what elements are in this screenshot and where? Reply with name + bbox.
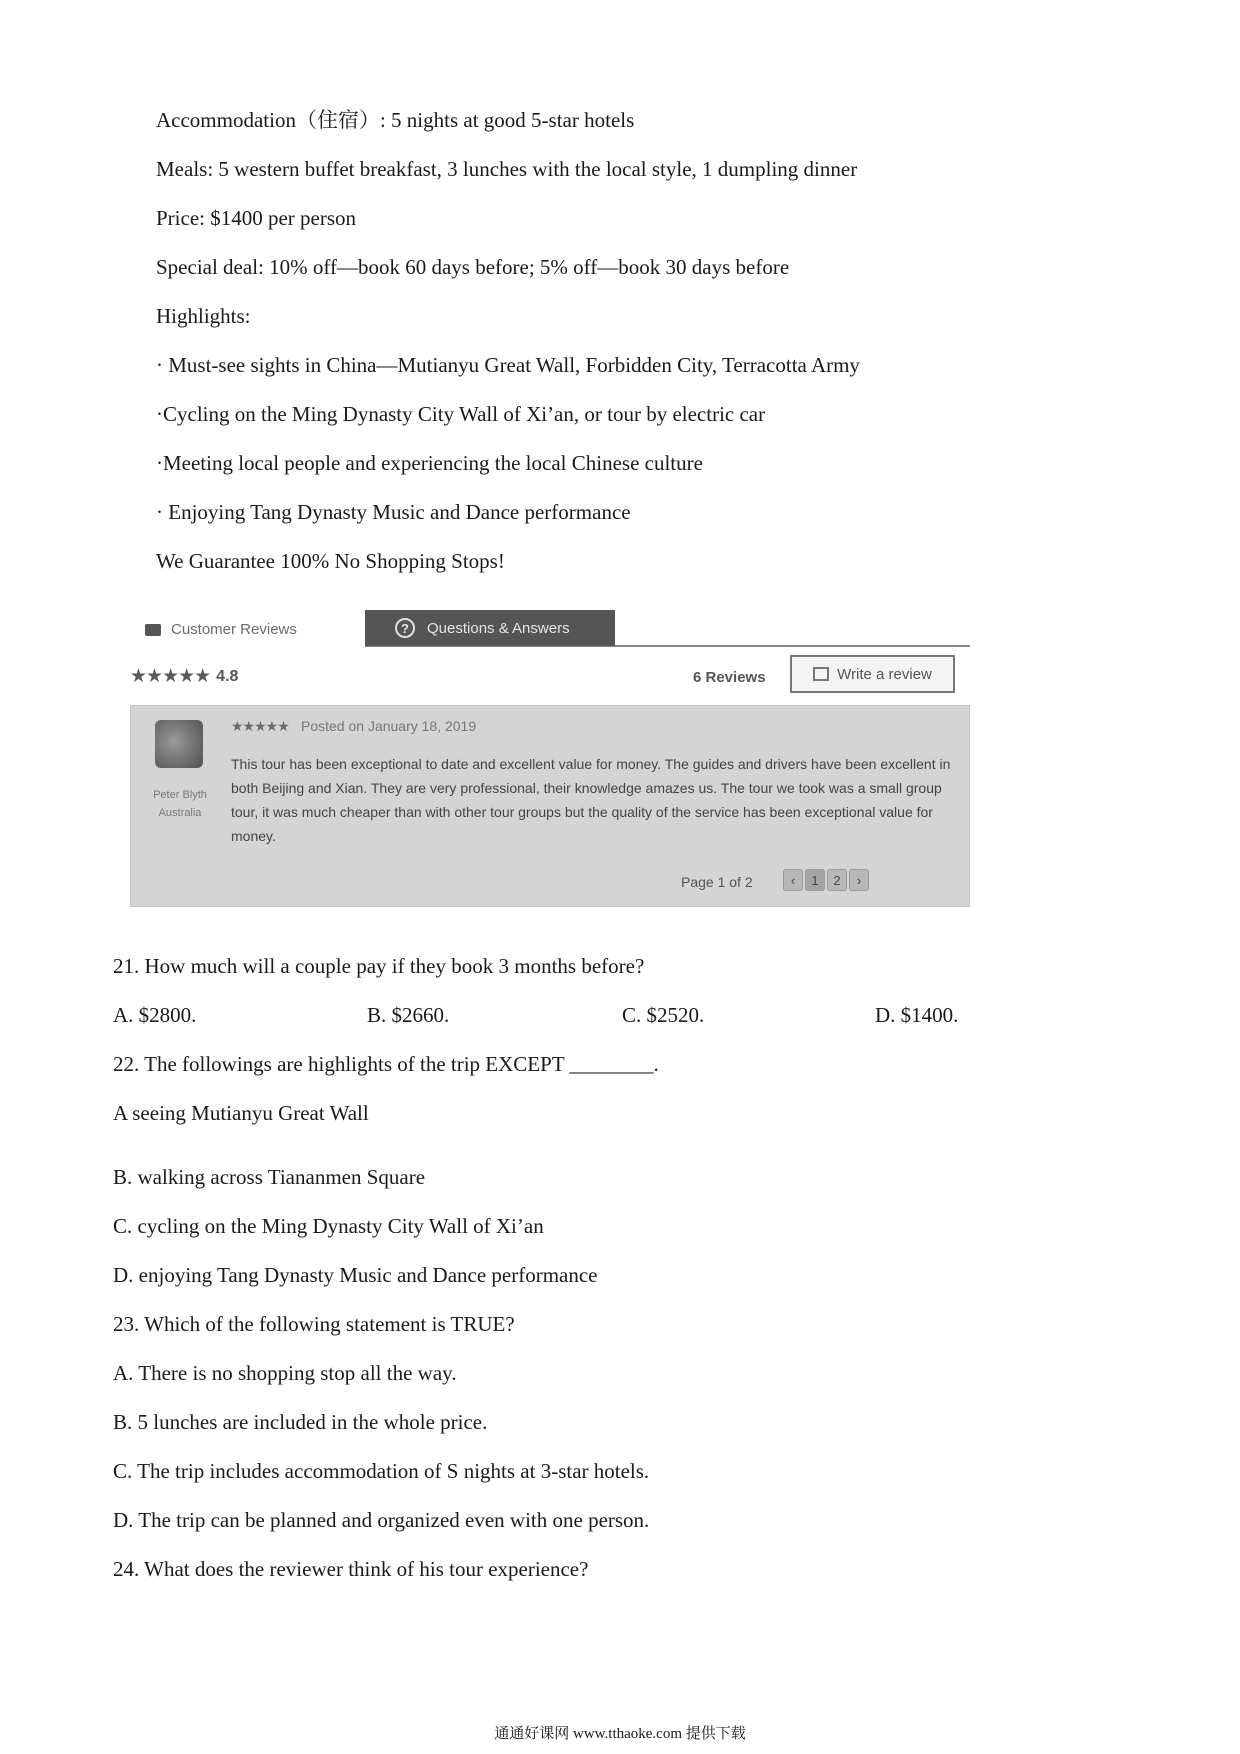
review-text: This tour has been exceptional to date and excellent value for money. The guides and drivers have been excellent in both Beijing and Xian. They are very professional, their knowledge amazes us. The tour we took was a small group tour, it was much cheaper than with other tour groups but the quality of the service has been exceptional value for money. bbox=[231, 756, 951, 844]
price-line: Price: $1400 per person bbox=[156, 206, 357, 230]
review-date: Posted on January 18, 2019 bbox=[301, 718, 477, 734]
q22-option-b: B. walking across Tiananmen Square bbox=[113, 1165, 426, 1189]
write-review-button[interactable] bbox=[790, 655, 955, 693]
customer-reviews-screenshot bbox=[125, 605, 975, 917]
highlight-item: · Enjoying Tang Dynasty Music and Dance performance bbox=[156, 500, 631, 524]
question-24: 24. What does the reviewer think of his tour experience? bbox=[113, 1557, 589, 1581]
highlight-item: · Must-see sights in China—Mutianyu Great Wall, Forbidden City, Terracotta Army bbox=[156, 353, 860, 377]
guarantee-line: We Guarantee 100% No Shopping Stops! bbox=[156, 549, 505, 573]
q22-option-c: C. cycling on the Ming Dynasty City Wall of Xi’an bbox=[113, 1214, 544, 1238]
q23-option-b: B. 5 lunches are included in the whole price. bbox=[113, 1410, 488, 1434]
q21-option-d: D. $1400. bbox=[875, 1003, 959, 1027]
pagination bbox=[783, 869, 869, 891]
prev-page-button[interactable]: ‹ bbox=[783, 869, 803, 891]
special-deal-line: Special deal: 10% off—book 60 days before; 5% off—book 30 days before bbox=[156, 255, 790, 279]
question-21: 21. How much will a couple pay if they book 3 months before? bbox=[113, 954, 645, 978]
q23-option-c: C. The trip includes accommodation of S nights at 3-star hotels. bbox=[113, 1459, 650, 1483]
q23-option-a: A. There is no shopping stop all the way. bbox=[113, 1361, 457, 1385]
tab-customer-reviews[interactable] bbox=[145, 621, 297, 638]
tab-questions-answers[interactable] bbox=[365, 610, 615, 646]
pagination-label: Page 1 of 2 bbox=[681, 874, 753, 890]
edit-icon bbox=[813, 667, 829, 681]
tab-customer-reviews-label: Customer Reviews bbox=[171, 621, 297, 638]
q23-option-d: D. The trip can be planned and organized even with one person. bbox=[113, 1508, 650, 1532]
review-count: 6 Reviews bbox=[693, 669, 766, 686]
page-footer: 通通好课网 www.tthaoke.com 提供下载 bbox=[494, 1726, 746, 1742]
rating-stars-icon: ★★★★★ bbox=[130, 666, 211, 687]
write-review-label: Write a review bbox=[837, 665, 932, 683]
page-2-button[interactable]: 2 bbox=[827, 869, 847, 891]
highlight-item: ·Meeting local people and experiencing the local Chinese culture bbox=[156, 451, 703, 475]
accommodation-line: Accommodation（住宿）: 5 nights at good 5-star hotels bbox=[156, 108, 635, 132]
reviewer-name: Peter Blyth bbox=[153, 789, 207, 801]
next-page-button[interactable]: › bbox=[849, 869, 869, 891]
page-1-button[interactable]: 1 bbox=[805, 869, 825, 891]
reviewer-info bbox=[141, 786, 219, 822]
question-23: 23. Which of the following statement is TRUE? bbox=[113, 1312, 515, 1336]
meals-line: Meals: 5 western buffet breakfast, 3 lunches with the local style, 1 dumpling dinner bbox=[156, 157, 858, 181]
question-mark-icon: ? bbox=[395, 618, 415, 638]
q21-option-a: A. $2800. bbox=[113, 1003, 197, 1027]
rating-value: 4.8 bbox=[216, 667, 239, 685]
q21-option-c: C. $2520. bbox=[622, 1003, 705, 1027]
reviewer-country: Australia bbox=[158, 807, 202, 819]
highlight-item: ·Cycling on the Ming Dynasty City Wall of Xi’an, or tour by electric car bbox=[156, 402, 766, 426]
review-stars-icon: ★★★★★ bbox=[231, 718, 289, 734]
q22-option-d: D. enjoying Tang Dynasty Music and Dance performance bbox=[113, 1263, 598, 1287]
highlights-heading: Highlights: bbox=[156, 304, 251, 328]
tab-questions-answers-label: Questions & Answers bbox=[427, 619, 570, 637]
comment-icon bbox=[145, 624, 161, 636]
overall-rating bbox=[130, 665, 238, 688]
q22-option-a: A seeing Mutianyu Great Wall bbox=[113, 1101, 369, 1125]
review-card bbox=[130, 705, 970, 907]
avatar bbox=[155, 720, 203, 768]
question-22: 22. The followings are highlights of the trip EXCEPT ________. bbox=[113, 1052, 659, 1076]
q21-option-b: B. $2660. bbox=[367, 1003, 450, 1027]
